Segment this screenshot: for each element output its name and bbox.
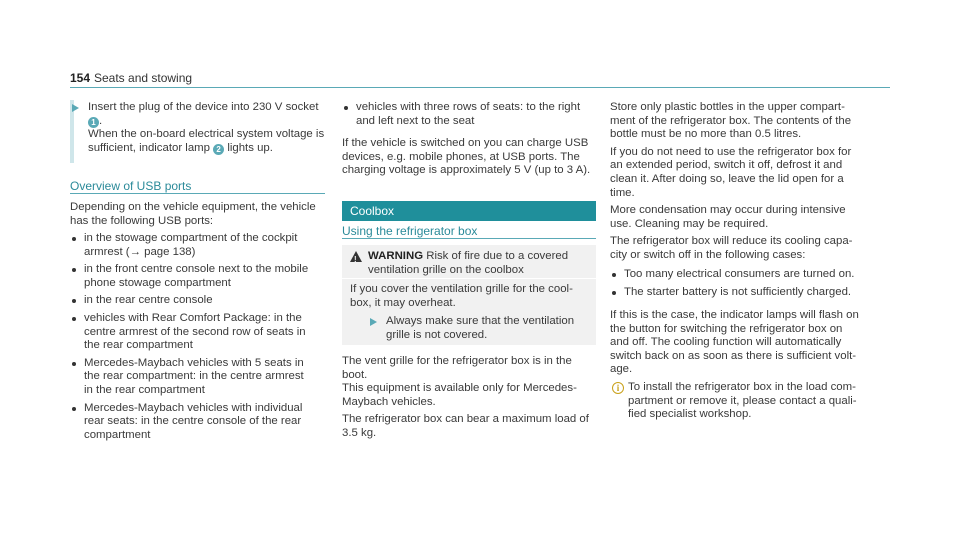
usb-heading: Overview of USB ports (70, 179, 192, 193)
right-text: Store only plastic bottles in the upper compart- ment of the refrigerator box. The contents of the bottle must be no more than 0.5 litres. If you do not need to use the refrigerator box for an extended period, switch it off, defrost it and clean it. After doing so, leave the lid open for a time. More condensation may occur during intensive use. Cleaning may be required. The refrigerator box will reduce its cooling capa- city or switch off in the following cases: (610, 101, 853, 261)
list-item: vehicles with three rows of seats: to the right and left next to the seat (342, 101, 602, 128)
indicator-text: If this is the case, the indicator lamps will flash on the button for switching the refrigerator box on and off. The cooling function will automatically switch back on as soon as there is sufficient volt- age. (610, 309, 859, 376)
warning-body: If you cover the ventilation grille for the cool- box, it may overheat. (350, 283, 573, 309)
warning-headline: WARNING Risk of fire due to a covered ventilation grille on the coolbox (368, 250, 569, 276)
list-item: Mercedes-Maybach vehicles with individual rear seats: in the centre console of the rear compartment (70, 402, 335, 443)
list-item: Too many electrical consumers are turned on. (610, 268, 875, 282)
marker-1-icon: 1 (88, 117, 99, 128)
list-item: vehicles with Rear Comfort Package: in the centre armrest of the second row of seats in the rear compartment (70, 312, 335, 353)
marker-2-icon: 2 (213, 144, 224, 155)
step-arrow-icon (72, 104, 79, 112)
info-icon: i (612, 382, 624, 394)
usb-port-list-continued (342, 101, 602, 132)
list-item: The starter battery is not sufficiently charged. (610, 286, 875, 300)
usb-heading-rule (70, 193, 325, 194)
header-rule (70, 87, 890, 88)
page-number: 154 (70, 71, 91, 85)
insert-plug-step: Insert the plug of the device into 230 V socket 1 . When the on-board electrical system voltage is sufficient, indicator lamp 2 lights up. (88, 101, 325, 154)
warning-step: Always make sure that the ventilation grille is not covered. (386, 315, 575, 341)
warning-divider (342, 278, 596, 279)
usb-charge-text: If the vehicle is switched on you can charge USB devices, e.g. mobile phones, at USB ports. The charging voltage is approximately 5 V (up to 3 A). (342, 137, 591, 177)
fridge-heading: Using the refrigerator box (342, 224, 478, 238)
warning-box: ! WARNING Risk of fire due to a covered ventilation grille on the coolbox If you cover the ventilation grille for the cool- box, it may overheat. Always make sure that the ventilation grille is not covered. (342, 245, 596, 345)
vent-grille-text: The vent grille for the refrigerator box is in the boot. This equipment is available only for Mercedes- Maybach vehicles. The refrigerator box can bear a maximum load of 3.5 kg. (342, 355, 589, 439)
usb-intro: Depending on the vehicle equipment, the vehicle has the following USB ports: (70, 201, 316, 227)
info-note: To install the refrigerator box in the load com- partment or remove it, please contact a quali- fied specialist workshop. (628, 381, 857, 421)
section-title: Seats and stowing (94, 71, 193, 85)
condition-list (610, 268, 875, 303)
usb-port-list (70, 232, 335, 446)
list-item: Mercedes-Maybach vehicles with 5 seats in the rear compartment: in the centre armrest in the rear compartment (70, 357, 335, 398)
coolbox-title-bar: Coolbox (342, 201, 596, 221)
list-item: in the front centre console next to the mobile phone stowage compartment (70, 263, 335, 290)
fridge-heading-rule (342, 238, 596, 239)
warning-step-arrow-icon (370, 318, 377, 326)
list-item: in the rear centre console (70, 294, 335, 308)
list-item: in the stowage compartment of the cockpit armrest (→ page 138) (70, 232, 335, 259)
warning-label: WARNING (368, 250, 424, 262)
